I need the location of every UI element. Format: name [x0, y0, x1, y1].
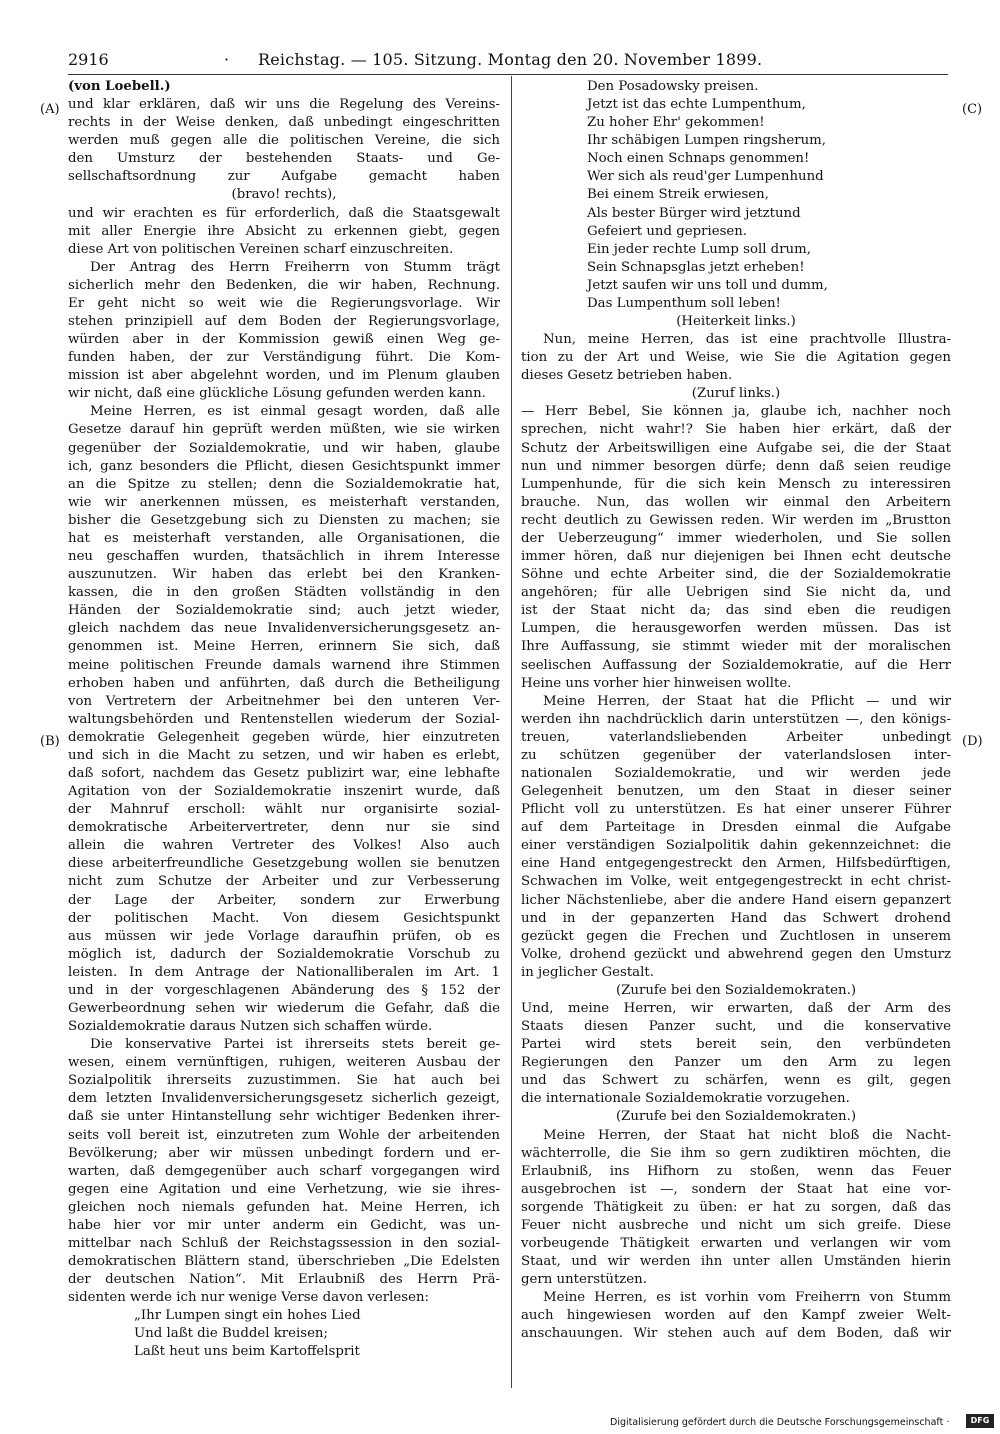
- left-column: [68, 78, 500, 1362]
- text-line: Gelegenheit benutzen, um den Staat in dieser seiner: [521, 784, 951, 800]
- text-line: ich, ganz besonders die Pflicht, diesen Gesichtspunkt immer: [68, 458, 500, 474]
- text-line: Ihre Auffassung, sie stimmt wieder mit der moralischen: [521, 639, 951, 655]
- text-line: Gefeiert und gepriesen.: [587, 223, 748, 239]
- text-line: Schwachen im Volke, weit entgegengestreckt in echt christ-: [521, 874, 951, 890]
- text-line: treuen, vaterlandsliebenden Arbeiter unbedingt: [521, 729, 951, 745]
- text-line: „Ihr Lumpen singt ein hohes Lied: [134, 1308, 361, 1324]
- text-line: Jetzt saufen wir uns toll und dumm,: [587, 277, 828, 293]
- text-line: den Umsturz der bestehenden Staats- und Ge-: [68, 151, 500, 167]
- header-rule: [68, 74, 948, 75]
- text-line: Die konservative Partei ist ihrerseits stets bereit ge-: [90, 1037, 500, 1053]
- text-line: gegenüber der Sozialdemokratie, und wir haben, glaube: [68, 440, 500, 456]
- text-line: Ein jeder rechte Lump soll drum,: [587, 241, 811, 257]
- text-line: dieses Gesetz betrieben haben.: [521, 368, 733, 384]
- text-line: Zu hoher Ehr' gekommen!: [587, 115, 765, 131]
- running-title: Reichstag. — 105. Sitzung. Montag den 20. November 1899.: [258, 50, 763, 69]
- text-line: Bevölkerung; aber wir müssen unbedingt fordern und er-: [68, 1145, 500, 1161]
- text-line: ist der Staat nicht da; das sind eben die reudigen: [521, 603, 951, 619]
- text-line: seits voll bereit ist, einzutreten zum Wohle der arbeitenden: [68, 1127, 500, 1143]
- text-line: tion zu der Art und Weise, wie Sie die Agitation gegen: [521, 350, 951, 366]
- text-line: Agitation von der Sozialdemokratie inszenirt wurde, daß: [68, 784, 500, 800]
- text-line: Sozialpolitik ihrerseits zuzustimmen. Sie hat auch bei: [68, 1073, 500, 1089]
- text-line: (bravo! rechts),: [231, 187, 337, 203]
- text-line: auszunutzen. Wir haben das erlebt bei den Kranken-: [68, 567, 500, 583]
- text-line: sprechen, nicht wahr!? Sie haben hier erkärt, daß der: [521, 422, 951, 438]
- text-line: gern unterstützen.: [521, 1272, 647, 1288]
- text-line: (von Loebell.): [68, 79, 171, 94]
- text-line: angehören; für alle Uebrigen sind Sie nicht da, und: [521, 585, 951, 601]
- text-line: Sein Schnapsglas jetzt erheben!: [587, 259, 805, 275]
- text-line: gegen eine Agitation und eine Verhetzung, wie sie ihres-: [68, 1181, 500, 1197]
- text-line: der Mahnruf erscholl: wählt nur organisirte sozial-: [68, 802, 500, 818]
- text-line: Händen der Sozialdemokratie sind; auch jetzt wieder,: [68, 603, 500, 619]
- margin-mark-b: (B): [40, 734, 60, 749]
- text-line: Lumpen, die herausgeworfen werden müssen. Das ist: [521, 621, 951, 637]
- text-line: Gesetze darauf hin geprüft werden müßten, wie sie wirken: [68, 422, 500, 438]
- text-line: Pflicht voll zu unterstützen. Es hat einer unserer Führer: [521, 802, 951, 818]
- text-line: nationalen Sozialdemokratie, und wir werden jede: [521, 765, 951, 781]
- text-line: Meine Herren, es ist vorhin vom Freiherrn von Stumm: [543, 1290, 951, 1306]
- text-line: erhoben haben und anführten, daß durch die Betheiligung: [68, 675, 500, 691]
- text-line: funden haben, der zur Verständigung führt. Die Kom-: [68, 350, 500, 366]
- text-line: eine Hand entgegengestreckt den Armen, Hilfsbedürftigen,: [521, 856, 951, 872]
- text-line: Meine Herren, der Staat hat nicht bloß die Nacht-: [543, 1127, 951, 1143]
- text-line: licher Nächstenliebe, aber die andere Hand eisern gepanzert: [521, 892, 951, 908]
- text-line: demokratischen Blättern stand, überschrieben „Die Edelsten: [68, 1254, 500, 1270]
- text-line: recht deutlich zu Gewissen reden. Wir werden im „Brustton: [521, 512, 951, 528]
- text-line: möglich ist, dadurch der Sozialdemokratie Vorschub zu: [68, 946, 500, 962]
- text-line: wächterrolle, die Sie ihm so gern zudiktiren möchten, die: [521, 1145, 951, 1161]
- text-line: stehen prinzipiell auf dem Boden der Regierungsvorlage,: [68, 314, 500, 330]
- text-line: warten, daß demgegenüber auch scharf vorgegangen wird: [68, 1163, 500, 1179]
- text-line: anschauungen. Wir stehen auch auf dem Boden, daß wir: [521, 1326, 951, 1342]
- text-line: wesen, einem vernünftigen, ruhigen, weiteren Ausbau der: [68, 1055, 500, 1071]
- text-line: hat es meisterhaft verstanden, alle Organisationen, die: [68, 530, 500, 546]
- text-line: Söhne und echte Arbeiter sind, die der Sozialdemokratie: [521, 567, 951, 583]
- text-line: Gewerbeordnung sehen wir wiederum die Gefahr, daß die: [68, 1000, 500, 1016]
- text-line: dem letzten Invalidenversicherungsgesetz sicherlich gezeigt,: [68, 1091, 500, 1107]
- text-line: die internationale Sozialdemokratie vorzugehen.: [521, 1091, 850, 1107]
- text-line: — Herr Bebel, Sie können ja, glaube ich, nachher noch: [521, 404, 951, 420]
- text-line: würden aber in der Kommission gewiß einen Weg ge-: [68, 332, 500, 348]
- text-line: Heine uns vorher hier hinweisen wollte.: [521, 675, 792, 691]
- text-line: bisher die Gesetzgebung sich zu Diensten zu machen; sie: [68, 512, 500, 528]
- text-line: diese Art von politischen Vereinen scharf einzuschreiten.: [68, 241, 454, 257]
- text-line: mittelbar nach Schluß der Reichstagssession in den sozial-: [68, 1236, 500, 1251]
- text-line: nicht zum Schutze der Arbeiter und zur Verbesserung: [68, 874, 500, 890]
- column-divider: [511, 76, 512, 1388]
- text-line: wir nicht, daß eine glückliche Lösung gefunden werden kann.: [68, 386, 486, 402]
- text-line: habe hier vor mir unter anderm ein Gedicht, was un-: [68, 1217, 500, 1233]
- page-header: [68, 50, 968, 74]
- text-line: gleichen noch niemals gefunden hat. Meine Herren, ich: [68, 1199, 500, 1215]
- text-line: gleich nachdem das neue Invalidenversicherungsgesetz an-: [68, 621, 500, 637]
- text-line: sidenten werde ich nur wenige Verse davon verlesen:: [68, 1290, 429, 1306]
- text-line: seelischen Auffassung der Sozialdemokratie, auf die Herr: [521, 657, 951, 673]
- margin-mark-a: (A): [40, 102, 60, 117]
- text-line: Er geht nicht so weit wie die Regierungsvorlage. Wir: [68, 295, 500, 311]
- text-line: Das Lumpenthum soll leben!: [587, 295, 781, 311]
- text-line: allein die wahren Vertreter des Volkes! Also auch: [68, 838, 500, 854]
- text-line: Laßt heut uns beim Kartoffelsprit: [134, 1344, 360, 1360]
- text-line: Und laßt die Buddel kreisen;: [134, 1326, 328, 1342]
- text-line: Regierungen den Panzer um den Arm zu legen: [521, 1055, 951, 1071]
- text-line: Staats diesen Panzer sucht, und die konservative: [521, 1019, 951, 1035]
- footer-credit: Digitalisierung gefördert durch die Deutsche Forschungsgemeinschaft ·: [610, 1417, 950, 1428]
- text-line: aus müssen wir jede Vorlage daraufhin prüfen, ob es: [68, 928, 500, 944]
- text-line: wie wir anerkennen müssen, es meisterhaft verstanden,: [68, 494, 500, 510]
- text-line: Den Posadowsky preisen.: [587, 79, 759, 94]
- text-line: auch hingewiesen worden auf den Kampf zweier Welt-: [521, 1308, 951, 1324]
- text-line: der Lage der Arbeiter, sondern zur Erwerbung: [68, 892, 500, 908]
- text-line: der politischen Macht. Von diesem Gesichtspunkt: [68, 910, 500, 926]
- text-line: daß sie unter Hintanstellung sehr wichtiger Bedenken ihrer-: [68, 1109, 500, 1125]
- page-number: 2916: [68, 50, 109, 69]
- text-line: brauche. Nun, das wollen wir einmal den Arbeitern: [521, 494, 951, 510]
- text-line: Jetzt ist das echte Lumpenthum,: [587, 97, 806, 113]
- text-line: Bei einem Streik erwiesen,: [587, 187, 769, 203]
- text-line: vorbeugende Thätigkeit erwarten und verlangen wir vom: [521, 1236, 951, 1251]
- text-line: der deutschen Nation“. Mit Erlaubniß des Herrn Prä-: [68, 1272, 500, 1288]
- text-line: (Zuruf links.): [691, 386, 781, 402]
- text-line: und klar erklären, daß wir uns die Regelung des Vereins-: [68, 97, 500, 113]
- text-line: demokratie Gelegenheit gegeben würde, hier einzutreten: [68, 729, 500, 745]
- text-line: Meine Herren, es ist einmal gesagt worden, daß alle: [90, 404, 500, 420]
- text-line: gezückt gegen die Frechen und Zuchtlosen in unserem: [521, 928, 951, 944]
- dfg-logo: DFG: [966, 1414, 994, 1428]
- text-line: mission ist aber abgelehnt worden, und im Plenum glauben: [68, 368, 500, 384]
- text-line: leisten. In dem Antrage der Nationalliberalen im Art. 1: [68, 964, 500, 980]
- text-line: zu schützen gegenüber der vaterlandslosen inter-: [521, 747, 951, 763]
- text-line: Der Antrag des Herrn Freiherrn von Stumm trägt: [90, 259, 500, 275]
- text-line: neu geschaffen wurden, thatsächlich in ihrem Interesse: [68, 549, 500, 565]
- text-line: und in der gepanzerten Hand das Schwert drohend: [521, 910, 951, 926]
- text-line: waltungsbehörden und Rentenstellen wiederum der Sozial-: [68, 711, 500, 727]
- text-line: nun und nimmer besorgen dürfe; denn daß seien reudige: [521, 458, 951, 474]
- text-line: in jeglicher Gestalt.: [521, 964, 654, 980]
- text-line: Wer sich als reud'ger Lumpenhund: [587, 169, 824, 185]
- text-line: von Vertretern der Arbeitnehmer bei den unteren Ver-: [68, 693, 500, 709]
- text-line: einer verständigen Sozialpolitik dahin gekennzeichnet: die: [521, 838, 951, 854]
- text-line: Feuer nicht ausbreche und nicht um sich greife. Diese: [521, 1217, 951, 1233]
- text-line: Schutz der Arbeitswilligen eine Aufgabe sei, die der Staat: [521, 440, 951, 456]
- text-line: demokratische Arbeitervertreter, denn nur sie sind: [68, 820, 500, 836]
- text-line: Und, meine Herren, wir erwarten, daß der Arm des: [521, 1000, 951, 1016]
- text-line: diese arbeiterfreundliche Gesetzgebung wollen sie benutzen: [68, 856, 500, 872]
- text-line: Noch einen Schnaps genommen!: [587, 151, 810, 167]
- text-line: und sich in die Macht zu setzen, und wir haben es erlebt,: [68, 747, 500, 763]
- text-line: sorgende Thätigkeit zu üben: er hat zu sorgen, daß das: [521, 1199, 951, 1215]
- margin-mark-c: (C): [962, 102, 983, 117]
- text-line: kassen, die in den großen Städten vollständig in den: [68, 585, 500, 601]
- text-line: Sozialdemokratie daraus Nutzen sich schaffen würde.: [68, 1019, 433, 1035]
- text-line: an die Spitze zu stellen; denn die Sozialdemokratie hat,: [68, 476, 500, 492]
- text-line: Staat, und wir werden ihn unter allen Umständen hierin: [521, 1254, 951, 1270]
- text-line: Erlaubniß, ins Hifhorn zu stoßen, wenn das Feuer: [521, 1163, 951, 1179]
- text-line: genommen ist. Meine Herren, erinnern Sie sich, daß: [68, 639, 500, 655]
- text-line: auf dem Parteitage in Dresden einmal die Aufgabe: [521, 820, 951, 836]
- text-line: (Zurufe bei den Sozialdemokraten.): [615, 982, 857, 998]
- text-line: sellschaftsordnung zur Aufgabe gemacht haben: [68, 169, 500, 185]
- text-line: und wir erachten es für erforderlich, daß die Staatsgewalt: [68, 205, 500, 221]
- text-line: Nun, meine Herren, das ist eine prachtvolle Illustra-: [543, 332, 951, 348]
- text-line: der Ueberzeugung“ immer wiederholen, und Sie sollen: [521, 530, 951, 546]
- text-line: Partei wird stets bereit sein, den verbündeten: [521, 1037, 951, 1053]
- text-line: Volke, drohend gezückt und abwehrend gegen den Umsturz: [521, 946, 951, 962]
- text-line: ausgebrochen ist —, sondern der Staat hat eine vor-: [521, 1181, 951, 1197]
- text-line: rechts in der Weise denken, daß unbedingt eingeschritten: [68, 115, 500, 131]
- text-line: daß sofort, nachdem das Gesetz publizirt war, eine lebhafte: [68, 765, 500, 781]
- text-line: sicherlich mehr den Bedenken, die wir haben, Rechnung.: [68, 277, 500, 293]
- text-line: und in der vorgeschlagenen Abänderung des § 152 der: [68, 982, 500, 998]
- text-line: Ihr schäbigen Lumpen ringsherum,: [587, 133, 826, 149]
- text-line: werden ihn nachdrücklich darin unterstützen —, den königs-: [521, 711, 951, 727]
- text-line: meine politischen Freunde damals warnend ihre Stimmen: [68, 657, 500, 673]
- text-line: werden muß gegen alle die politischen Vereine, die sich: [68, 133, 500, 149]
- text-line: und das Schwert zu schärfen, wenn es gilt, gegen: [521, 1073, 951, 1089]
- text-line: (Heiterkeit links.): [676, 314, 796, 330]
- margin-mark-d: (D): [962, 734, 983, 749]
- right-column: [521, 78, 951, 1343]
- text-line: Lumpenhunde, für die sich kein Mensch zu interessiren: [521, 476, 951, 492]
- text-line: Als bester Bürger wird jetztund: [587, 205, 801, 221]
- text-line: (Zurufe bei den Sozialdemokraten.): [615, 1109, 857, 1125]
- text-line: Meine Herren, der Staat hat die Pflicht — und wir: [543, 693, 951, 709]
- text-line: immer hören, daß nur diejenigen bei Ihnen echt deutsche: [521, 549, 951, 565]
- header-dot: ·: [224, 50, 230, 69]
- text-line: mit aller Energie ihre Absicht zu erkennen giebt, gegen: [68, 223, 500, 239]
